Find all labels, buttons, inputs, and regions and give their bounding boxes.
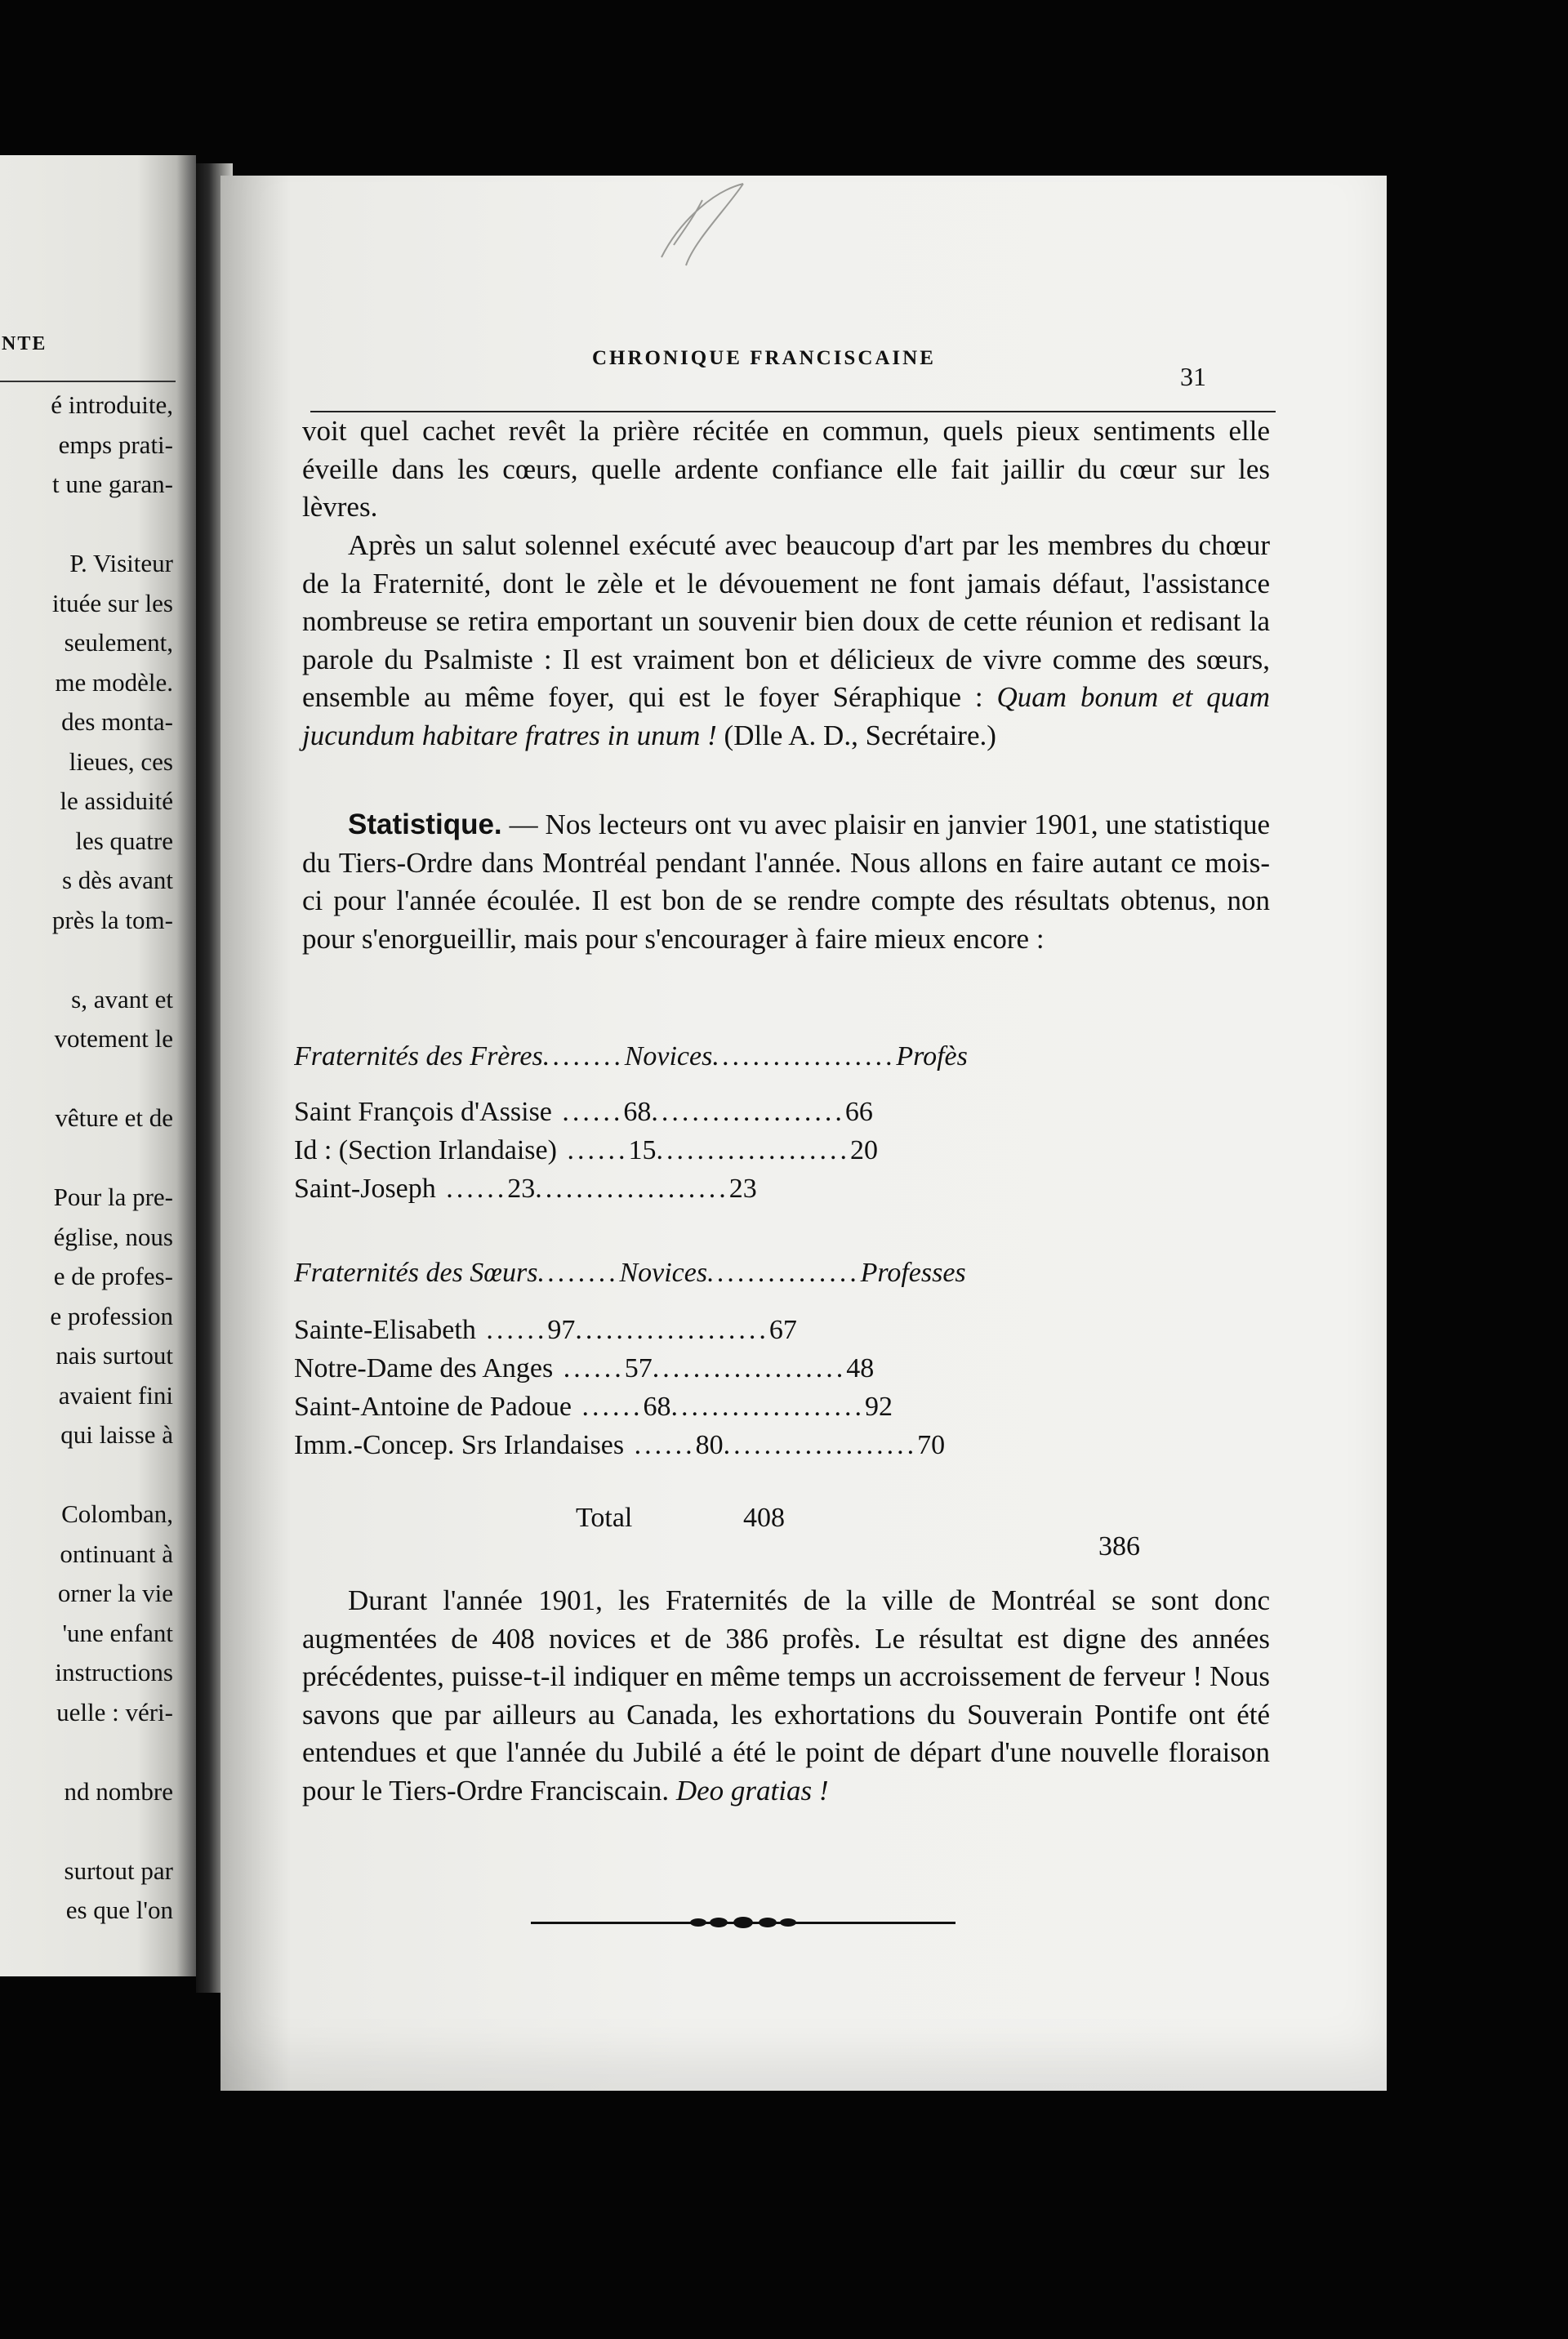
table-row [294, 1174, 1233, 1205]
statistique-text: — Nos lecteurs ont vu avec plaisir en janvier 1901, une statistique du Tiers-Ordre dans Montréal pendant l'année. Nous allons en faire autant ce mois-ci pour l'année écoulée. Il est bon de se rendre compte des résultats obtenus, non pour s'enorgueillir, mais pour s'encourager à faire mieux encore : [302, 809, 1270, 955]
left-page-line: église, nous [53, 1222, 173, 1251]
leader-dots: ...... [435, 1174, 508, 1204]
paragraph-salut [302, 527, 1270, 755]
row-profes: 23 [728, 1174, 757, 1204]
paragraph-statistique [302, 806, 1270, 958]
paragraph-text [302, 806, 1270, 958]
row-novices: 68 [623, 1097, 652, 1127]
row-name: Saint François d'Assise [294, 1097, 552, 1127]
left-page-line: nais surtout [56, 1341, 173, 1370]
leader-dots: ................... [656, 1135, 850, 1165]
total-profes: 386 [1098, 1531, 1140, 1562]
left-page-line: ituée sur les [51, 588, 173, 617]
table-header-soeurs: Fraternités des Sœurs........Novices...............Professes [294, 1258, 966, 1288]
left-page-line: surtout par [64, 1856, 173, 1885]
row-novices: 23 [507, 1174, 536, 1204]
leader-dots: ...... [553, 1353, 625, 1383]
left-page-line: près la tom- [51, 905, 173, 934]
table-header-freres: Fraternités des Frères........Novices..................Profès [294, 1041, 968, 1071]
latin-closing: Deo gratias ! [675, 1774, 829, 1807]
row-novices: 68 [643, 1392, 671, 1422]
leader-dots: ...... [571, 1392, 644, 1422]
latin-quote: Quam bonum et quam jucundum habitare fratres in unum ! [302, 681, 1270, 751]
left-page-line: é introduite, [51, 390, 173, 419]
group-name: Fraternités des Frères [294, 1041, 543, 1071]
left-page-line: t une garan- [51, 470, 173, 498]
page-number: 31 [1180, 362, 1206, 391]
row-profes: 48 [846, 1353, 875, 1383]
pencil-mark [645, 176, 808, 274]
leader-dots: ...... [551, 1097, 624, 1127]
table-row [294, 1353, 1233, 1384]
table-row [294, 1315, 1233, 1346]
left-page-line: s, avant et [71, 984, 173, 1014]
left-page-line: votement le [54, 1024, 173, 1053]
table-row [294, 1430, 1233, 1461]
total-novices: 408 [743, 1503, 785, 1533]
table-row [294, 1097, 1233, 1128]
col-novices: Novices [624, 1041, 713, 1071]
section-heading: Statistique. [348, 809, 502, 840]
col-professes: Professes [860, 1258, 966, 1288]
left-page-line: emps prati- [58, 430, 173, 459]
row-name: Sainte-Elisabeth [294, 1315, 476, 1345]
row-name: Imm.-Concep. Srs Irlandaises [294, 1430, 625, 1460]
row-novices: 97 [547, 1315, 576, 1345]
right-page [220, 176, 1387, 2091]
group-name: Fraternités des Sœurs [294, 1258, 538, 1288]
left-page-line: uelle : véri- [56, 1697, 173, 1726]
row-name: Saint-Joseph [294, 1174, 436, 1204]
row-profes: 20 [849, 1135, 878, 1165]
paragraph-text [302, 527, 1270, 755]
left-page-line: lieues, ces [69, 746, 173, 776]
col-novices: Novices [619, 1258, 708, 1288]
left-page-line: avaient fini [58, 1380, 173, 1410]
leader-dots: ...... [624, 1430, 696, 1460]
ornament-center [674, 1914, 813, 1931]
row-novices: 57 [624, 1353, 653, 1383]
table-row [294, 1135, 1233, 1166]
row-name: Id : (Section Irlandaise) [294, 1135, 557, 1165]
row-novices: 80 [695, 1430, 724, 1460]
total-label: Total [576, 1503, 633, 1533]
left-page-line: nd nombre [64, 1776, 173, 1806]
left-page-line: ontinuant à [60, 1539, 173, 1568]
row-profes: 67 [768, 1315, 797, 1345]
leader-dots: ................... [652, 1353, 847, 1383]
left-page-line: e de profes- [53, 1262, 173, 1290]
paragraph-salut-text: Après un salut solennel exécuté avec beaucoup d'art par les membres du chœur de la Fraternité, dont le zèle et le dévouement ne font jamais défaut, l'assistance nombreuse se retira emportant un souvenir bien doux de cette réunion et redisant la parole du Psalmiste : Il est vraiment bon et délicieux de vivre comme des sœurs, ensemble au même foyer, qui est le foyer Séraphique : [302, 529, 1270, 713]
left-page-line: les quatre [75, 826, 173, 855]
row-novices: 15 [628, 1135, 657, 1165]
table-row [294, 1392, 1233, 1423]
leader-dots: ...... [556, 1135, 629, 1165]
leader-dots: ................... [535, 1174, 729, 1204]
left-page-line: 'une enfant [62, 1618, 173, 1647]
running-head-title: CHRONIQUE FRANCISCAINE [592, 347, 936, 369]
signature: (Dlle A. D., Secrétaire.) [716, 719, 996, 751]
left-page-line: orner la vie [57, 1579, 173, 1607]
paragraph-intro [302, 412, 1270, 527]
leader-dots: ................... [651, 1097, 845, 1127]
row-profes: 66 [844, 1097, 873, 1127]
row-profes: 70 [917, 1430, 946, 1460]
row-name: Notre-Dame des Anges [294, 1353, 554, 1383]
left-page-line: es que l'on [65, 1896, 173, 1924]
left-page-line: s dès avant [61, 866, 173, 894]
paragraph-text [302, 1582, 1270, 1810]
left-page-line: instructions [55, 1658, 173, 1686]
col-profes: Profès [896, 1041, 968, 1071]
left-page-fragment [0, 155, 196, 1976]
left-page-line: des monta- [61, 707, 173, 736]
left-page-line: Pour la pre- [53, 1183, 173, 1211]
row-profes: 92 [864, 1392, 893, 1422]
left-page-line: seulement, [64, 628, 173, 657]
left-page-line: e profession [50, 1301, 173, 1330]
row-name: Saint-Antoine de Padoue [294, 1392, 572, 1422]
left-page-line: le assiduité [60, 786, 173, 815]
left-page-line: Colomban, [61, 1499, 173, 1528]
leader-dots: ................... [575, 1315, 769, 1345]
left-running-head: NTE [2, 333, 47, 354]
paragraph-conclusion [302, 1582, 1270, 1810]
left-page-line: vêture et de [55, 1103, 173, 1132]
paragraph-text: voit quel cachet revêt la prière récitée en commun, quels pieux sentiments elle éveille dans les cœurs, quelle ardente confiance elle fait jaillir du cœur sur les lèvres. [302, 415, 1270, 523]
left-page-line: me modèle. [55, 667, 173, 697]
conclusion-text: Durant l'année 1901, les Fraternités de la ville de Montréal se sont donc augmentées de 408 novices et de 386 profès. Le résultat est digne des années précédentes, puisse-t-il indiquer en même temps un accroissement de ferveur ! Nous savons que par ailleurs au Canada, les exhortations du Souverain Pontife ont été entendues et que l'année du Jubilé a été le point de départ d'une nouvelle floraison pour le Tiers-Ordre Franciscain. [302, 1584, 1270, 1807]
left-page-line: P. Visiteur [69, 549, 173, 577]
leader-dots: ................... [670, 1392, 865, 1422]
leader-dots: ................... [723, 1430, 918, 1460]
left-header-rule [0, 381, 176, 382]
left-page-line: qui laisse à [60, 1420, 173, 1449]
leader-dots: ...... [475, 1315, 548, 1345]
